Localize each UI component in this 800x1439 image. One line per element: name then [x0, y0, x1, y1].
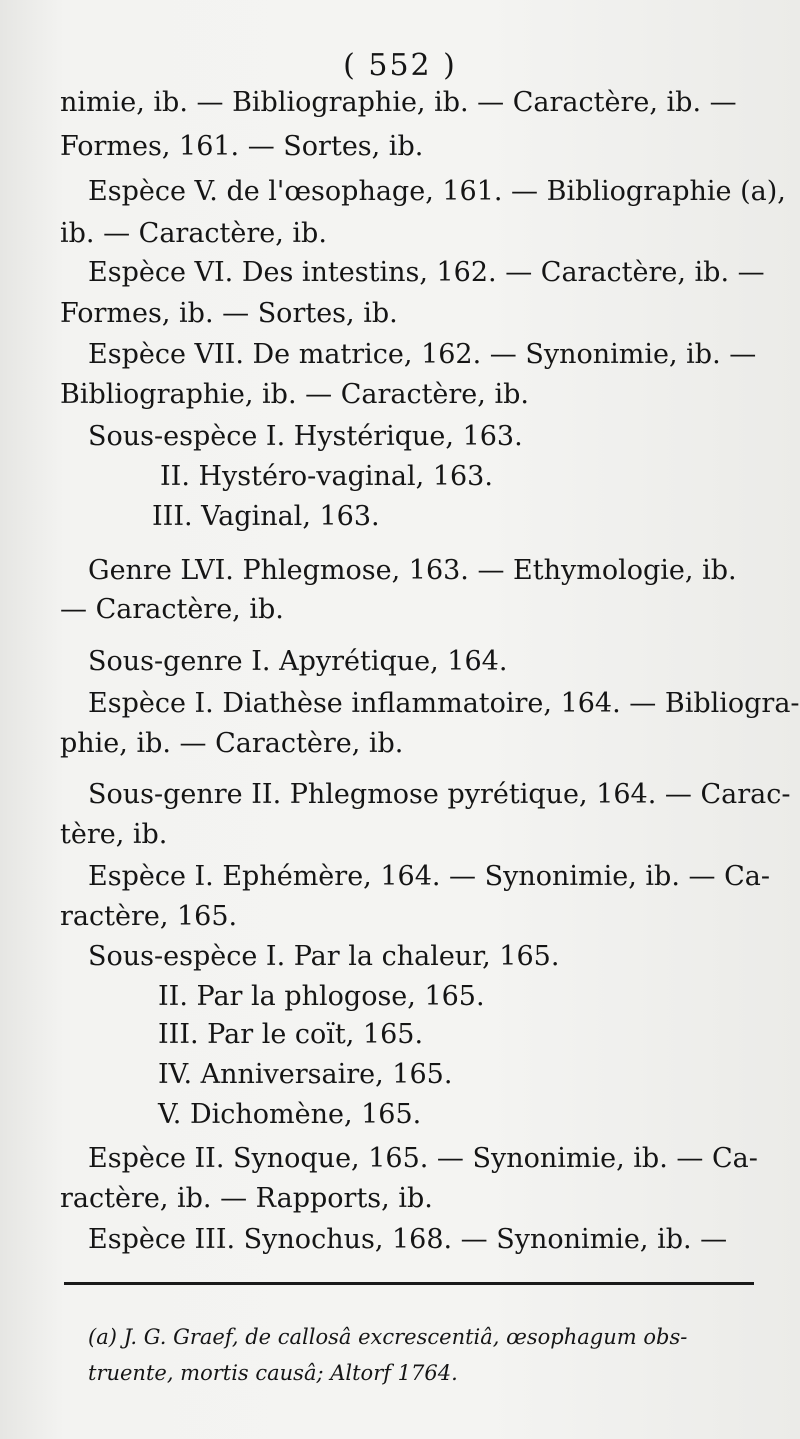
- text-line: Sous-espèce I. Hystérique, 163.: [88, 421, 523, 452]
- text-line: ractère, 165.: [60, 901, 238, 932]
- text-line: IV. Anniversaire, 165.: [158, 1059, 453, 1090]
- text-line: Espèce III. Synochus, 168. — Synonimie, ib. —: [88, 1224, 728, 1255]
- text-line: Sous-genre II. Phlegmose pyrétique, 164. — Carac-: [88, 779, 791, 810]
- text-line: Espèce VII. De matrice, 162. — Synonimie, ib. —: [88, 339, 757, 370]
- text-line: Espèce I. Diathèse inflammatoire, 164. — Bibliogra-: [88, 688, 800, 719]
- text-line: III. Par le coït, 165.: [158, 1019, 424, 1050]
- text-line: Sous-espèce I. Par la chaleur, 165.: [88, 941, 560, 972]
- page-number: ( 552 ): [343, 48, 457, 83]
- text-line: nimie, ib. — Bibliographie, ib. — Caractère, ib. —: [60, 87, 737, 118]
- text-line: Genre LVI. Phlegmose, 163. — Ethymologie, ib.: [88, 555, 737, 586]
- text-line: ib. — Caractère, ib.: [60, 218, 327, 249]
- footnote-line: (a) J. G. Graef, de callosâ excrescentiâ, œsophagum obs-: [88, 1325, 688, 1349]
- text-line: Espèce II. Synoque, 165. — Synonimie, ib. — Ca-: [88, 1143, 758, 1174]
- text-line: Bibliographie, ib. — Caractère, ib.: [60, 379, 529, 410]
- footnote-rule: [64, 1282, 754, 1285]
- text-line: V. Dichomène, 165.: [158, 1099, 422, 1130]
- text-line: phie, ib. — Caractère, ib.: [60, 728, 404, 759]
- footnote-line: truente, mortis causâ; Altorf 1764.: [88, 1361, 458, 1385]
- text-line: III. Vaginal, 163.: [152, 501, 380, 532]
- text-line: II. Hystéro-vaginal, 163.: [160, 461, 493, 492]
- text-line: tère, ib.: [60, 819, 168, 850]
- text-line: Espèce V. de l'œsophage, 161. — Bibliographie (a),: [88, 176, 786, 207]
- text-line: Sous-genre I. Apyrétique, 164.: [88, 646, 508, 677]
- text-line: Formes, 161. — Sortes, ib.: [60, 131, 424, 162]
- text-line: Espèce I. Ephémère, 164. — Synonimie, ib. — Ca-: [88, 861, 770, 892]
- text-line: Espèce VI. Des intestins, 162. — Caractère, ib. —: [88, 257, 765, 288]
- text-line: II. Par la phlogose, 165.: [158, 981, 485, 1012]
- text-line: ractère, ib. — Rapports, ib.: [60, 1183, 433, 1214]
- text-line: — Caractère, ib.: [60, 594, 284, 625]
- text-line: Formes, ib. — Sortes, ib.: [60, 298, 398, 329]
